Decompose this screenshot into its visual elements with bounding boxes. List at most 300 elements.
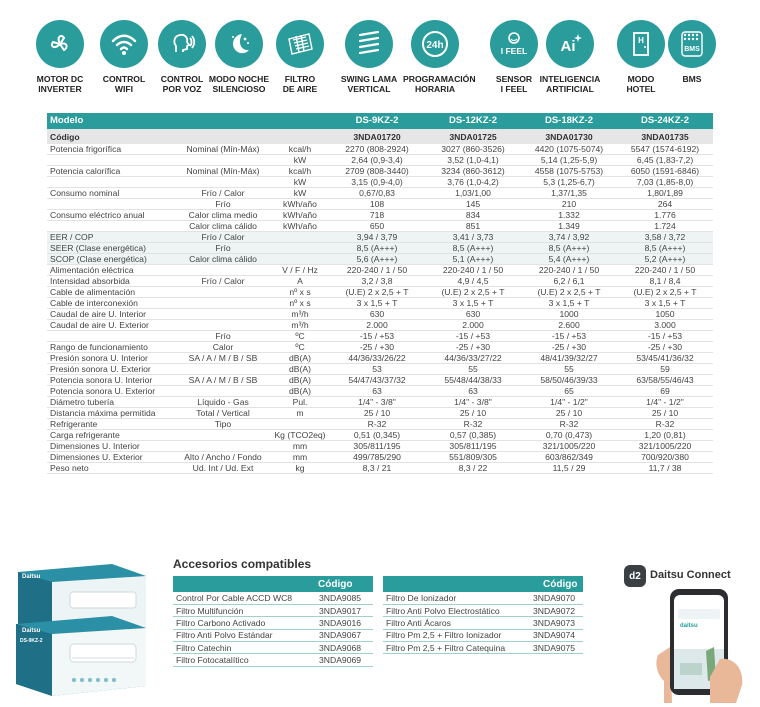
spec-value: 55	[521, 364, 617, 375]
code-header: Código	[529, 576, 583, 592]
spec-value: 851	[425, 221, 521, 232]
spec-value: 5,1 (A+++)	[425, 254, 521, 265]
accessory-name: Filtro Fotocatalítico	[173, 654, 315, 666]
accessory-code: 3NDA9074	[529, 629, 583, 641]
spec-name: SCOP (Clase energética)	[47, 254, 175, 265]
spec-unit: dB(A)	[271, 386, 329, 397]
spec-name: Dimensiones U. Exterior	[47, 452, 175, 463]
spec-value: 0,70 (0,473)	[521, 430, 617, 441]
spec-code-row	[47, 129, 713, 144]
spec-condition: Frío / Calor	[175, 188, 271, 199]
spec-value: 108	[329, 199, 425, 210]
bms-grid-icon	[668, 20, 716, 68]
spec-value: 63/58/55/46/43	[617, 375, 713, 386]
feature-label: INTELIGENCIA ARTIFICIAL	[539, 74, 601, 94]
spec-unit: kWh/año	[271, 221, 329, 232]
phone-in-hand-illustration	[650, 589, 750, 703]
spec-value: 69	[617, 386, 713, 397]
accessory-name: Filtro Anti Polvo Estándar	[173, 629, 315, 641]
spec-name: Consumo nominal	[47, 188, 175, 199]
spec-value: -25 / +30	[617, 342, 713, 353]
spec-value: 1,80/1,89	[617, 188, 713, 199]
spec-value: 2270 (808-2924)	[329, 144, 425, 155]
spec-row	[47, 463, 713, 474]
spec-unit: kW	[271, 177, 329, 188]
accessory-name: Filtro Pm 2,5 + Filtro Ionizador	[383, 629, 529, 641]
accessory-code: 3NDA9072	[529, 604, 583, 616]
spec-unit	[271, 419, 329, 430]
model-name: DS-18KZ-2	[521, 113, 617, 129]
spec-row	[47, 155, 713, 166]
spec-value: 603/862/349	[521, 452, 617, 463]
accessory-name: Filtro De Ionizador	[383, 592, 529, 604]
spec-condition: SA / A / M / B / SB	[175, 353, 271, 364]
spec-value: 5,2 (A+++)	[617, 254, 713, 265]
feature-label: MODO NOCHE SILENCIOSO	[208, 74, 270, 94]
spec-row	[47, 375, 713, 386]
spec-name: SEER (Clase energética)	[47, 243, 175, 254]
accessory-row	[173, 654, 373, 666]
spec-value: R-32	[329, 419, 425, 430]
daitsu-connect	[620, 563, 750, 703]
spec-unit: V / F / Hz	[271, 265, 329, 276]
spec-value: 3,58 / 3,72	[617, 232, 713, 243]
spec-value: 6050 (1591-6846)	[617, 166, 713, 177]
spec-name: Distancia máxima permitida	[47, 408, 175, 419]
spec-condition	[175, 320, 271, 331]
spec-value: 11,7 / 38	[617, 463, 713, 474]
spec-value: 44/36/33/27/22	[425, 353, 521, 364]
spec-value: 305/811/195	[425, 441, 521, 452]
model-name: DS-24KZ-2	[617, 113, 713, 129]
model-code: 3NDA01730	[521, 129, 617, 144]
spec-row	[47, 419, 713, 430]
spec-row	[47, 331, 713, 342]
spec-name: Refrigerante	[47, 419, 175, 430]
box-brand: Daitsu	[22, 628, 41, 634]
spec-row	[47, 364, 713, 375]
spec-unit: kcal/h	[271, 144, 329, 155]
wifi-icon	[100, 20, 148, 68]
spec-unit: dB(A)	[271, 364, 329, 375]
spec-unit: kWh/año	[271, 210, 329, 221]
accessory-row	[173, 617, 373, 629]
accessory-row	[173, 604, 373, 616]
spec-condition	[175, 298, 271, 309]
feature-label: BMS	[682, 74, 702, 84]
svg-text:BMS: BMS	[684, 46, 700, 53]
spec-unit: m³/h	[271, 309, 329, 320]
accessory-code: 3NDA9017	[315, 604, 373, 616]
spec-value: 2,64 (0,9-3,4)	[329, 155, 425, 166]
spec-value: 1/4" - 1/2"	[617, 397, 713, 408]
spec-value: 8,5 (A+++)	[329, 243, 425, 254]
spec-condition: Frío / Calor	[175, 232, 271, 243]
spec-row	[47, 320, 713, 331]
spec-value: 4558 (1075-5753)	[521, 166, 617, 177]
accessories-header-row	[173, 576, 373, 592]
code-label: Código	[47, 129, 175, 144]
feature-label: PROGRAMACIÓN HORARIA	[403, 74, 476, 94]
spec-value: 58/50/46/39/33	[521, 375, 617, 386]
spec-unit: mm	[271, 452, 329, 463]
hotel-door-icon	[617, 20, 665, 68]
spec-row	[47, 452, 713, 463]
spec-row	[47, 441, 713, 452]
spec-unit: nº x s	[271, 287, 329, 298]
spec-condition: Frío / Calor	[175, 276, 271, 287]
spec-value: 11,5 / 29	[521, 463, 617, 474]
spec-value: 700/920/380	[617, 452, 713, 463]
spec-value: 145	[425, 199, 521, 210]
spec-value: 8,1 / 8,4	[617, 276, 713, 287]
accessory-name: Filtro Carbono Activado	[173, 617, 315, 629]
spec-value: 63	[425, 386, 521, 397]
accessory-name: Filtro Anti Polvo Electrostático	[383, 604, 529, 616]
spec-row	[47, 188, 713, 199]
spec-unit: dB(A)	[271, 353, 329, 364]
spec-row	[47, 298, 713, 309]
spec-unit: kcal/h	[271, 166, 329, 177]
spec-name: Caudal de aire U. Interior	[47, 309, 175, 320]
spec-name: Consumo eléctrico anual	[47, 210, 175, 221]
spec-condition: Nominal (Mín-Máx)	[175, 144, 271, 155]
accessory-name: Filtro Catechin	[173, 642, 315, 654]
spec-value: 5547 (1574-6192)	[617, 144, 713, 155]
spec-condition: Frío	[175, 243, 271, 254]
spec-name	[47, 199, 175, 210]
spec-value: 220-240 / 1 / 50	[617, 265, 713, 276]
accessory-code: 3NDA9068	[315, 642, 373, 654]
spec-name: Caudal de aire U. Exterior	[47, 320, 175, 331]
spec-unit: mm	[271, 441, 329, 452]
spec-name: Alimentación eléctrica	[47, 265, 175, 276]
spec-value: 25 / 10	[617, 408, 713, 419]
spec-value: 264	[617, 199, 713, 210]
spec-value: 1/4" - 3/8"	[425, 397, 521, 408]
spec-condition	[175, 177, 271, 188]
spec-value: 5,14 (1,25-5,9)	[521, 155, 617, 166]
feature-label: SENSOR I FEEL	[495, 74, 533, 94]
accessory-row	[173, 592, 373, 604]
spec-unit: dB(A)	[271, 375, 329, 386]
spec-row	[47, 254, 713, 265]
connect-title: Daitsu Connect	[650, 569, 731, 581]
spec-value: 25 / 10	[329, 408, 425, 419]
spec-value: 48/41/39/32/27	[521, 353, 617, 364]
spec-row	[47, 342, 713, 353]
spec-value: 3 x 1,5 + T	[617, 298, 713, 309]
spec-value: -25 / +30	[329, 342, 425, 353]
spec-value: 25 / 10	[425, 408, 521, 419]
feature-item	[403, 20, 476, 94]
spec-value: -15 / +53	[521, 331, 617, 342]
accessory-row	[173, 629, 373, 641]
spec-row	[47, 177, 713, 188]
spec-unit	[271, 232, 329, 243]
spec-value: 3234 (860-3612)	[425, 166, 521, 177]
spec-value: 63	[329, 386, 425, 397]
spec-value: 53/45/41/36/32	[617, 353, 713, 364]
spec-name: Carga refrigerante	[47, 430, 175, 441]
spec-value: 5,4 (A+++)	[521, 254, 617, 265]
spec-unit: kW	[271, 155, 329, 166]
spec-row	[47, 221, 713, 232]
spec-value: 551/809/305	[425, 452, 521, 463]
spec-row	[47, 265, 713, 276]
spec-name: Presión sonora U. Exterior	[47, 364, 175, 375]
accessory-row	[383, 642, 583, 654]
spec-value: R-32	[521, 419, 617, 430]
spec-row	[47, 430, 713, 441]
spec-unit: Kg (TCO2eq)	[271, 430, 329, 441]
spec-row	[47, 276, 713, 287]
accessory-row	[383, 592, 583, 604]
feature-label: FILTRO DE AIRE	[282, 74, 318, 94]
spec-name	[47, 177, 175, 188]
svg-text:24h: 24h	[426, 40, 444, 51]
spec-row	[47, 243, 713, 254]
spec-value: 2.600	[521, 320, 617, 331]
box-model: DS-9KZ-2	[20, 638, 43, 644]
spec-condition	[175, 309, 271, 320]
spec-row	[47, 309, 713, 320]
spec-unit: kWh/año	[271, 199, 329, 210]
spec-value: 3027 (860-3526)	[425, 144, 521, 155]
spec-value: 1.776	[617, 210, 713, 221]
spec-unit: ºC	[271, 342, 329, 353]
model-header: Modelo	[47, 113, 175, 129]
spec-unit: kW	[271, 188, 329, 199]
spec-value: 321/1005/220	[521, 441, 617, 452]
spec-unit: A	[271, 276, 329, 287]
spec-unit	[271, 243, 329, 254]
feature-label: MODO HOTEL	[626, 74, 656, 94]
spec-condition	[175, 441, 271, 452]
spec-unit: m	[271, 408, 329, 419]
spec-row	[47, 287, 713, 298]
spec-value: 2.000	[425, 320, 521, 331]
feature-item	[150, 20, 214, 94]
air-filter-icon	[276, 20, 324, 68]
spec-value: R-32	[617, 419, 713, 430]
spec-name	[47, 221, 175, 232]
spec-condition	[175, 287, 271, 298]
spec-condition: Calor	[175, 342, 271, 353]
spec-value: 3,41 / 3,73	[425, 232, 521, 243]
spec-name: EER / COP	[47, 232, 175, 243]
spec-value: 1000	[521, 309, 617, 320]
spec-value: 3,2 / 3,8	[329, 276, 425, 287]
spec-value: 0,67/0,83	[329, 188, 425, 199]
spec-value: 834	[425, 210, 521, 221]
voice-control-icon	[158, 20, 206, 68]
spec-value: 2.000	[329, 320, 425, 331]
connect-logo	[624, 565, 646, 587]
spec-value: 3 x 1,5 + T	[425, 298, 521, 309]
accessory-code: 3NDA9085	[315, 592, 373, 604]
spec-value: 3,74 / 3,92	[521, 232, 617, 243]
spec-name: Rango de funcionamiento	[47, 342, 175, 353]
feature-label: MOTOR DC INVERTER	[36, 74, 84, 94]
accessory-code: 3NDA9016	[315, 617, 373, 629]
spec-value: 220-240 / 1 / 50	[521, 265, 617, 276]
spec-value: -15 / +53	[617, 331, 713, 342]
feature-item	[538, 20, 602, 94]
moon-night-icon	[215, 20, 263, 68]
spec-condition: Total / Vertical	[175, 408, 271, 419]
feature-item	[482, 20, 546, 94]
accessory-code: 3NDA9073	[529, 617, 583, 629]
spec-value: 1.332	[521, 210, 617, 221]
spec-name: Potencia calorífica	[47, 166, 175, 177]
spec-value: (U.E) 2 x 2,5 + T	[521, 287, 617, 298]
spec-value: 1.724	[617, 221, 713, 232]
connect-logo-mark: d2	[629, 570, 641, 582]
spec-value: 53	[329, 364, 425, 375]
spec-value: 8,3 / 22	[425, 463, 521, 474]
spec-value: 1/4" - 1/2"	[521, 397, 617, 408]
spec-unit	[271, 254, 329, 265]
code-header: Código	[315, 576, 373, 592]
phone-screen-brand: daitsu	[680, 623, 698, 629]
accessory-code: 3NDA9075	[529, 642, 583, 654]
feature-item	[268, 20, 332, 94]
spec-row	[47, 353, 713, 364]
spec-value: 499/785/290	[329, 452, 425, 463]
spec-value: 55	[425, 364, 521, 375]
spec-value: 630	[329, 309, 425, 320]
accessory-name: Filtro Anti Ácaros	[383, 617, 529, 629]
model-code: 3NDA01735	[617, 129, 713, 144]
feature-label: CONTROL WIFI	[102, 74, 146, 94]
spec-name: Presión sonora U. Interior	[47, 353, 175, 364]
spec-value: -25 / +30	[521, 342, 617, 353]
model-name: DS-12KZ-2	[425, 113, 521, 129]
spec-value: 3 x 1,5 + T	[521, 298, 617, 309]
spec-value: (U.E) 2 x 2,5 + T	[425, 287, 521, 298]
spec-condition: Calor clima medio	[175, 210, 271, 221]
feature-item	[337, 20, 401, 94]
spec-value: 1,03/1,00	[425, 188, 521, 199]
spec-name: Intensidad absorbida	[47, 276, 175, 287]
spec-value: 4,9 / 4,5	[425, 276, 521, 287]
spec-value: 8,3 / 21	[329, 463, 425, 474]
model-code: 3NDA01725	[425, 129, 521, 144]
spec-value: 1,20 (0,81)	[617, 430, 713, 441]
spec-name: Potencia sonora U. Exterior	[47, 386, 175, 397]
spec-condition: Calor clima cálido	[175, 221, 271, 232]
ai-icon	[546, 20, 594, 68]
spec-value: 1,37/1,35	[521, 188, 617, 199]
accessory-code: 3NDA9070	[529, 592, 583, 604]
spec-value: 5,3 (1,25-6,7)	[521, 177, 617, 188]
spec-value: 0,57 (0,385)	[425, 430, 521, 441]
spec-value: 210	[521, 199, 617, 210]
spec-condition	[175, 364, 271, 375]
spec-value: 8,5 (A+++)	[617, 243, 713, 254]
spec-name: Peso neto	[47, 463, 175, 474]
clock-24h-icon	[411, 20, 459, 68]
spec-value: 7,03 (1,85-8,0)	[617, 177, 713, 188]
spec-value: R-32	[425, 419, 521, 430]
spec-name: Potencia sonora U. Interior	[47, 375, 175, 386]
spec-name	[47, 331, 175, 342]
spec-row	[47, 232, 713, 243]
spec-value: 2709 (808-3440)	[329, 166, 425, 177]
spec-value: 59	[617, 364, 713, 375]
spec-name: Cable de interconexión	[47, 298, 175, 309]
spec-value: -15 / +53	[329, 331, 425, 342]
spec-value: 3.000	[617, 320, 713, 331]
spec-value: 3,76 (1,0-4,2)	[425, 177, 521, 188]
spec-unit: Pul.	[271, 397, 329, 408]
spec-condition: Calor clima cálido	[175, 254, 271, 265]
spec-value: 220-240 / 1 / 50	[425, 265, 521, 276]
spec-row	[47, 144, 713, 155]
spec-value: 25 / 10	[521, 408, 617, 419]
spec-value: 220-240 / 1 / 50	[329, 265, 425, 276]
spec-value: 6,45 (1,83-7,2)	[617, 155, 713, 166]
model-code: 3NDA01720	[329, 129, 425, 144]
accessories-header-row	[383, 576, 583, 592]
i-feel-sensor-icon	[490, 20, 538, 68]
spec-condition	[175, 155, 271, 166]
feature-item	[207, 20, 271, 94]
spec-unit: nº x s	[271, 298, 329, 309]
svg-text:Ai: Ai	[560, 38, 576, 55]
spec-name: Cable de alimentación	[47, 287, 175, 298]
svg-text:I FEEL: I FEEL	[500, 46, 528, 56]
accessories-table-left	[173, 576, 373, 667]
spec-value: 718	[329, 210, 425, 221]
spec-value: 650	[329, 221, 425, 232]
accessory-name: Control Por Cable ACCD WC8	[173, 592, 315, 604]
spec-condition: Ud. Int / Ud. Ext	[175, 463, 271, 474]
spec-unit: kg	[271, 463, 329, 474]
svg-text:H: H	[638, 36, 644, 45]
accessory-name: Filtro Multifunción	[173, 604, 315, 616]
spec-value: 0,51 (0,345)	[329, 430, 425, 441]
spec-value: 630	[425, 309, 521, 320]
accessory-code: 3NDA9067	[315, 629, 373, 641]
spec-value: 55/48/44/38/33	[425, 375, 521, 386]
feature-item	[92, 20, 156, 94]
spec-value: 3,15 (0,9-4,0)	[329, 177, 425, 188]
spec-value: 54/47/43/37/32	[329, 375, 425, 386]
spec-name: Diámetro tubería	[47, 397, 175, 408]
spec-value: 65	[521, 386, 617, 397]
spec-value: 305/811/195	[329, 441, 425, 452]
accessories-table-right	[383, 576, 583, 654]
accessory-row	[173, 642, 373, 654]
accessory-row	[383, 617, 583, 629]
spec-table	[47, 113, 713, 474]
spec-condition: Líquido - Gas	[175, 397, 271, 408]
accessory-name: Filtro Pm 2,5 + Filtro Catequina	[383, 642, 529, 654]
spec-value: 3,94 / 3,79	[329, 232, 425, 243]
feature-label: CONTROL POR VOZ	[160, 74, 204, 94]
spec-value: 3 x 1,5 + T	[329, 298, 425, 309]
spec-unit: m³/h	[271, 320, 329, 331]
feature-item	[660, 20, 724, 84]
spec-condition	[175, 265, 271, 276]
box-brand: Daitsu	[22, 574, 41, 580]
fan-dc-icon	[36, 20, 84, 68]
spec-condition: SA / A / M / B / SB	[175, 375, 271, 386]
spec-name: Potencia frigorífica	[47, 144, 175, 155]
spec-name	[47, 155, 175, 166]
